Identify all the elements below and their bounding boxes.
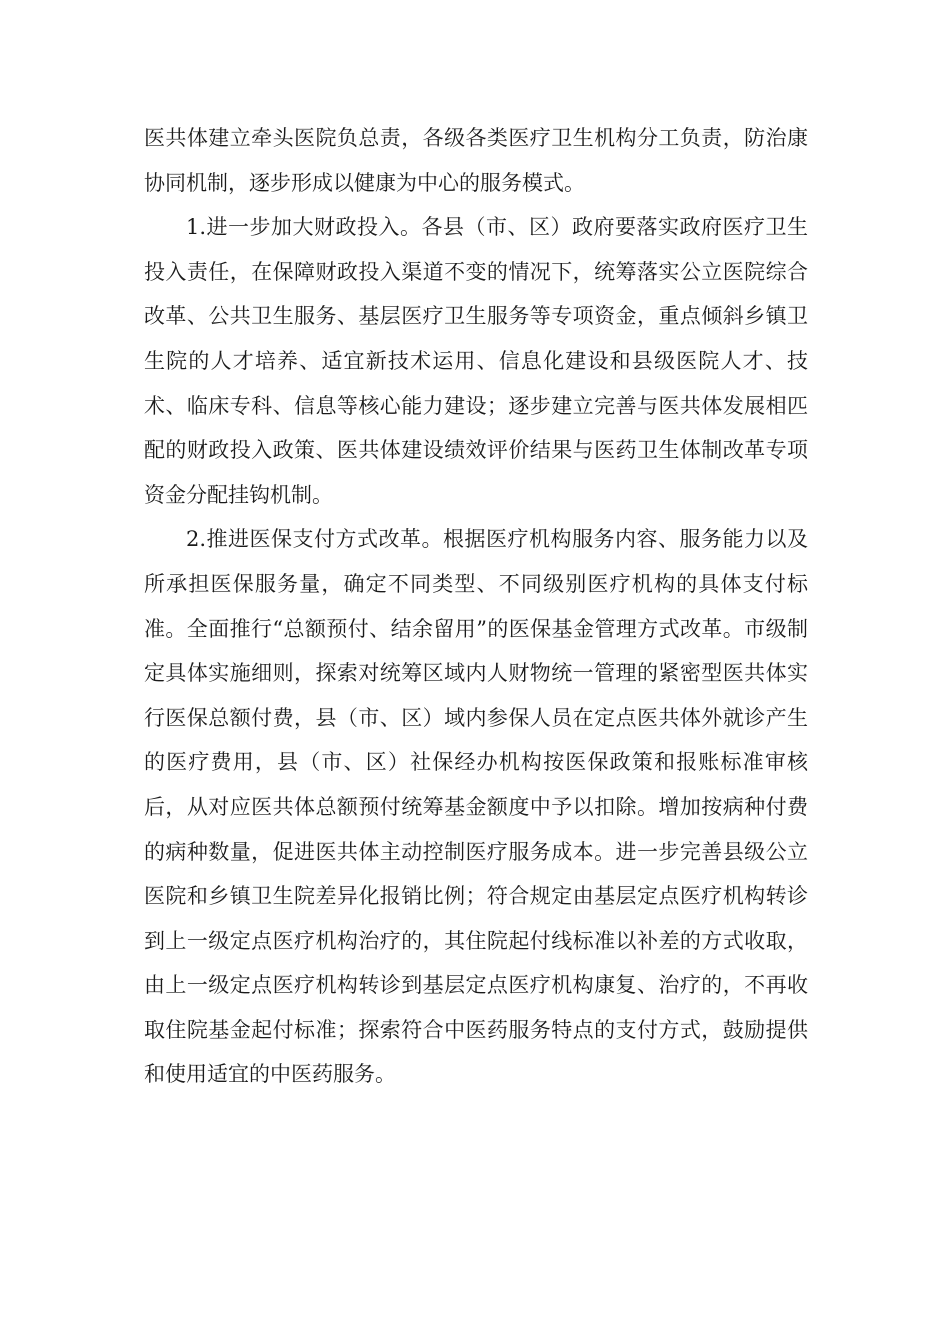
paragraph-payment-reform: 2.推进医保支付方式改革。根据医疗机构服务内容、服务能力以及所承担医保服务量，确定不同类型、不同级别医疗机构的具体支付标准。全面推行“总额预付、结余留用”的医保基金管理方式改革。市级制定具体实施细则，探索对统筹区域内人财物统一管理的紧密型医共体实行医保总额付费，县（市、区）域内参保人员在定点医共体外就诊产生的医疗费用，县（市、区）社保经办机构按医保政策和报账标准审核后，从对应医共体总额预付统筹基金额度中予以扣除。增加按病种付费的病种数量，促进医共体主动控制医疗服务成本。进一步完善县级公立医院和乡镇卫生院差异化报销比例；符合规定由基层定点医疗机构转诊到上一级定点医疗机构治疗的，其住院起付线标准以补差的方式收取，由上一级定点医疗机构转诊到基层定点医疗机构康复、治疗的，不再收取住院基金起付标准；探索符合中医药服务特点的支付方式，鼓励提供和使用适宜的中医药服务。 (144, 527, 808, 1087)
paragraph-financial-investment: 1.进一步加大财政投入。各县（市、区）政府要落实政府医疗卫生投入责任，在保障财政投入渠道不变的情况下，统筹落实公立医院综合改革、公共卫生服务、基层医疗卫生服务等专项资金，重点倾斜乡镇卫生院的人才培养、适宜新技术运用、信息化建设和县级医院人才、技术、临床专科、信息等核心能力建设；逐步建立完善与医共体发展相匹配的财政投入政策、医共体建设绩效评价结果与医药卫生体制改革专项资金分配挂钩机制。 (144, 215, 808, 507)
document-body (144, 116, 808, 1097)
paragraph-continuation: 医共体建立牵头医院负总责，各级各类医疗卫生机构分工负责，防治康协同机制，逐步形成以健康为中心的服务模式。 (144, 126, 808, 195)
